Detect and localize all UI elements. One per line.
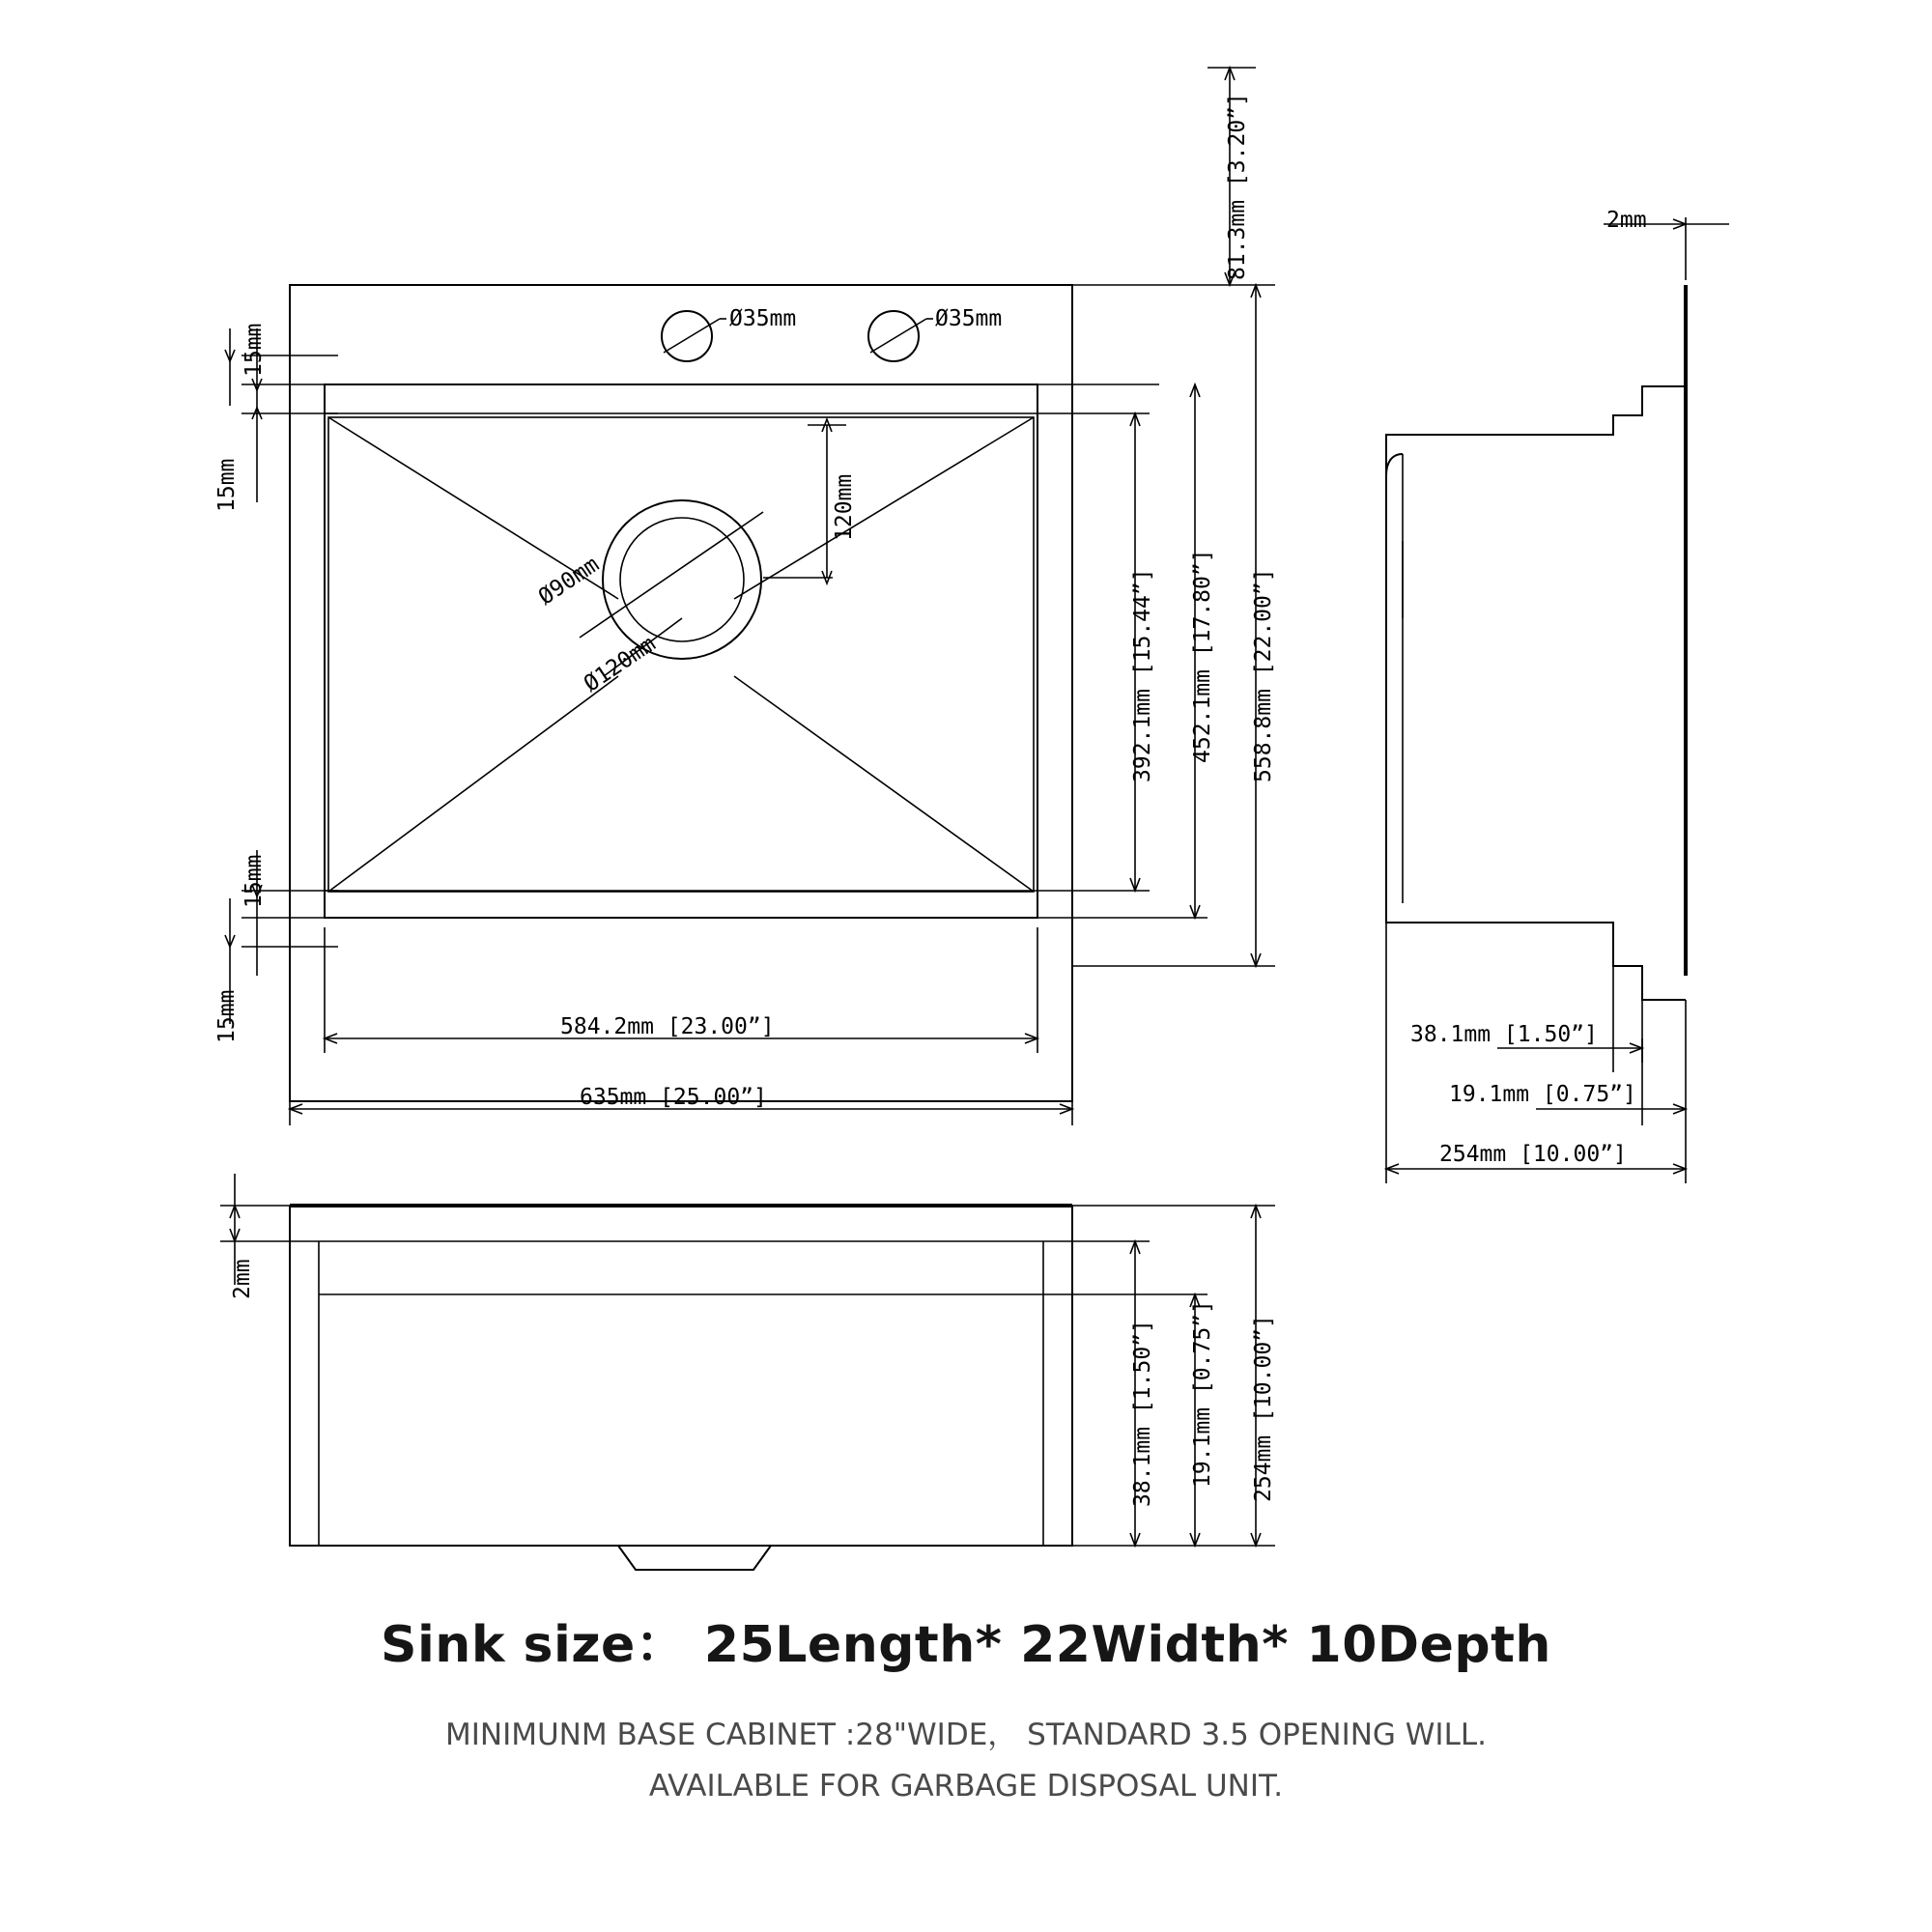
caption-block: [0, 1604, 1932, 1808]
caption-title: Sink size： 25Length* 22Width* 10Depth: [381, 1616, 1551, 1674]
label-radius-bottom-left: 15mm: [242, 854, 267, 908]
caption-line-2: AVAILABLE FOR GARBAGE DISPOSAL UNIT.: [648, 1768, 1284, 1804]
label-faucet-hole-left: Ø35mm: [729, 306, 797, 331]
label-back-ledge: 81.3mm [3.20”]: [1225, 93, 1250, 280]
label-drain-offset: 120mm: [832, 473, 857, 541]
label-faucet-hole-right: Ø35mm: [935, 306, 1003, 331]
label-front-rim-step: 19.1mm [0.75”]: [1190, 1300, 1215, 1488]
label-bowl-height: 392.1mm [15.44”]: [1130, 568, 1155, 782]
top-view-geometry: [225, 68, 1275, 1125]
label-inner-width: 584.2mm [23.00”]: [560, 1014, 775, 1039]
label-radius-top-left: 15mm: [242, 323, 267, 377]
label-radius-bottom-left-2: 15mm: [214, 989, 240, 1043]
label-front-ledge-step: 38.1mm [1.50”]: [1130, 1320, 1155, 1507]
label-drain-outer-diameter: Ø120mm: [580, 631, 661, 697]
label-side-thickness: 2mm: [1606, 208, 1647, 233]
label-side-rim-step: 19.1mm [0.75”]: [1449, 1082, 1636, 1107]
caption-line-1: MINIMUNM BASE CABINET :28"WIDE， STANDARD 3.5 OPENING WILL.: [445, 1718, 1487, 1752]
label-outer-height: 558.8mm [22.00”]: [1251, 568, 1276, 782]
label-front-depth: 254mm [10.00”]: [1251, 1315, 1276, 1502]
label-outer-width: 635mm [25.00”]: [580, 1085, 767, 1110]
front-view-geometry: [220, 1174, 1275, 1570]
label-radius-top-left-2: 15mm: [214, 458, 240, 512]
label-drain-inner-diameter: Ø90mm: [534, 552, 604, 611]
label-inner-height: 452.1mm [17.80”]: [1190, 549, 1215, 763]
label-side-ledge-step: 38.1mm [1.50”]: [1410, 1022, 1598, 1047]
label-front-thickness: 2mm: [230, 1259, 255, 1299]
label-side-depth: 254mm [10.00”]: [1439, 1142, 1627, 1167]
